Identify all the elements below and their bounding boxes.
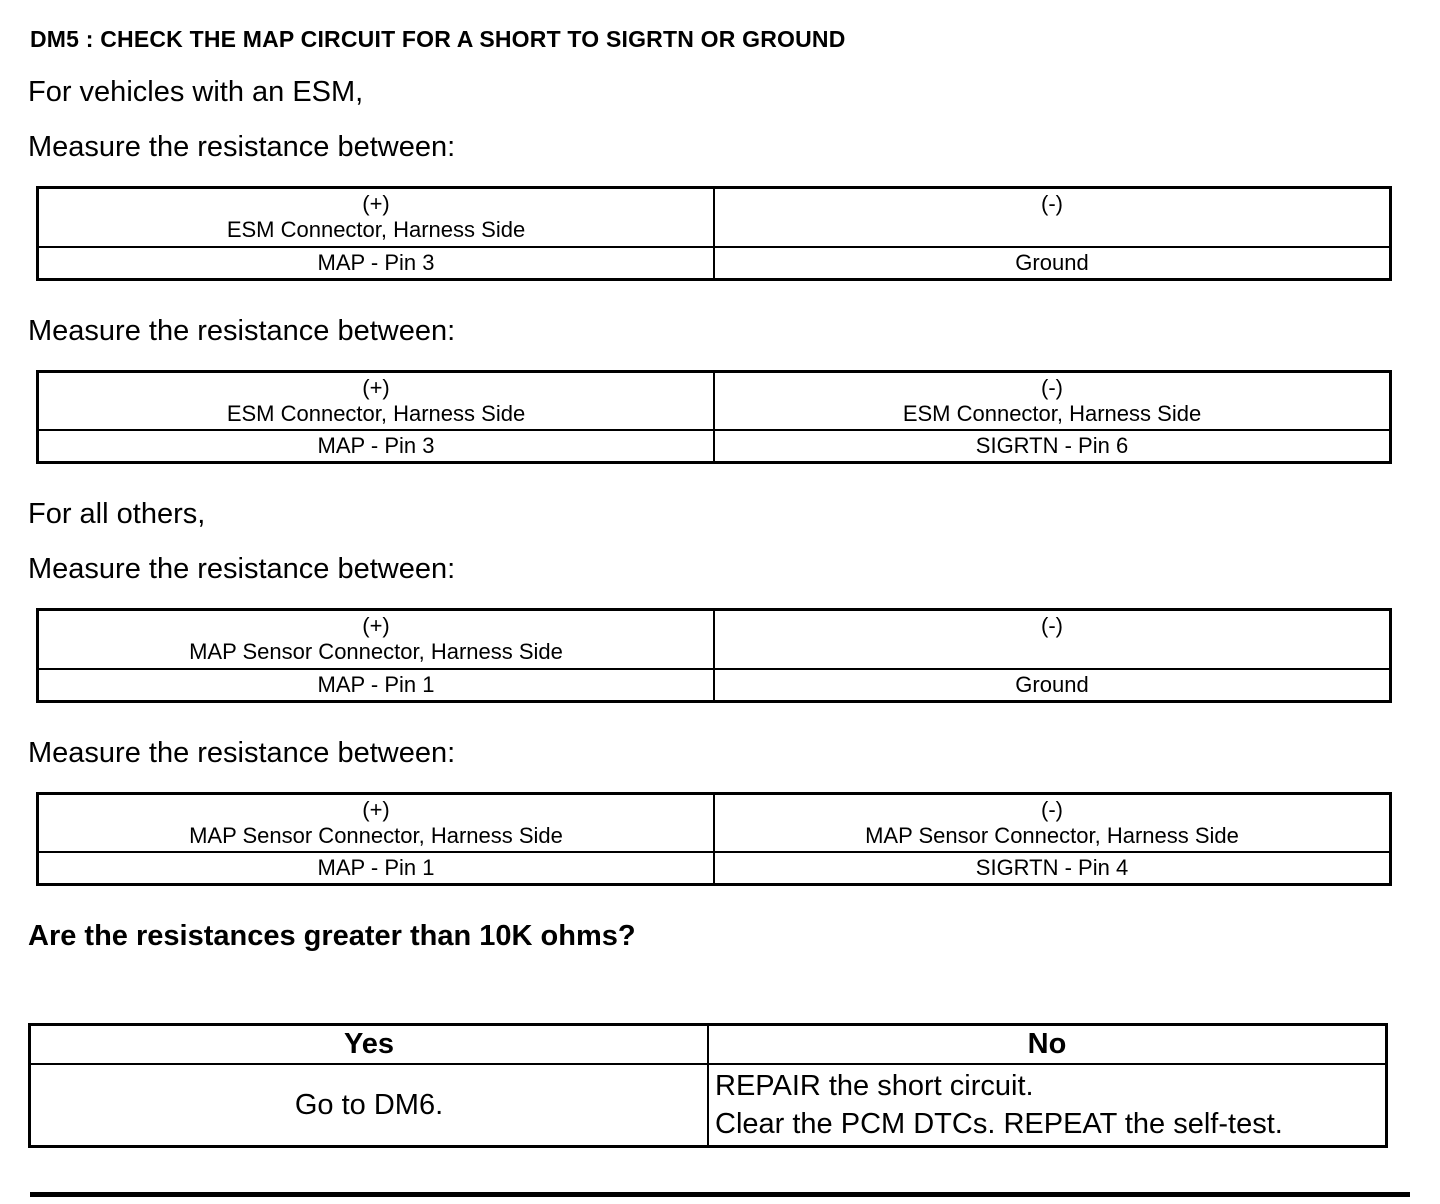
page-title: DM5 : CHECK THE MAP CIRCUIT FOR A SHORT TO SIGRTN OR GROUND bbox=[30, 26, 846, 52]
result-table bbox=[28, 1023, 1388, 1148]
plus-sign-label: (+) bbox=[362, 374, 390, 400]
minus-connector-label: ESM Connector, Harness Side bbox=[902, 400, 1202, 426]
resistance-table-map-sigrtn bbox=[36, 792, 1392, 887]
minus-header-cell bbox=[714, 188, 1391, 247]
plus-sign-label: (+) bbox=[362, 613, 390, 638]
table-header-row bbox=[38, 188, 1391, 247]
plus-header-cell bbox=[38, 188, 715, 247]
minus-sign-label: (-) bbox=[1041, 613, 1063, 638]
result-action-row bbox=[30, 1064, 1387, 1147]
table-header-row bbox=[38, 371, 1391, 430]
section-heading-esm: For vehicles with an ESM, bbox=[28, 76, 364, 108]
measure-instruction: Measure the resistance between: bbox=[28, 314, 456, 347]
minus-header-cell bbox=[714, 371, 1391, 430]
resistance-table-map-ground bbox=[36, 608, 1392, 703]
plus-pin-cell: MAP - Pin 3 bbox=[38, 247, 715, 280]
table-value-row bbox=[38, 669, 1391, 702]
minus-sign-label: (-) bbox=[1041, 374, 1063, 400]
plus-header-cell bbox=[38, 371, 715, 430]
measure-instruction: Measure the resistance between: bbox=[28, 736, 456, 769]
minus-sign-label: (-) bbox=[1041, 796, 1063, 822]
minus-pin-cell: SIGRTN - Pin 6 bbox=[714, 430, 1391, 463]
plus-pin-cell: MAP - Pin 1 bbox=[38, 669, 715, 702]
plus-sign-label: (+) bbox=[362, 796, 390, 822]
yes-header-cell: Yes bbox=[30, 1025, 709, 1065]
minus-sign-label: (-) bbox=[1041, 191, 1063, 216]
resistance-table-esm-sigrtn bbox=[36, 370, 1392, 465]
table-header-row bbox=[38, 610, 1391, 669]
plus-connector-label: ESM Connector, Harness Side bbox=[226, 400, 526, 426]
result-header-row bbox=[30, 1025, 1387, 1065]
section-heading-others: For all others, bbox=[28, 498, 206, 530]
no-header-cell: No bbox=[708, 1025, 1387, 1065]
no-action-cell bbox=[708, 1064, 1387, 1147]
plus-sign-label: (+) bbox=[362, 191, 390, 216]
table-value-row bbox=[38, 430, 1391, 463]
plus-connector-label: ESM Connector, Harness Side bbox=[226, 217, 526, 242]
minus-pin-cell: Ground bbox=[714, 247, 1391, 280]
measure-instruction: Measure the resistance between: bbox=[28, 553, 456, 585]
table-value-row bbox=[38, 852, 1391, 885]
table-header-row bbox=[38, 793, 1391, 852]
minus-connector-label: MAP Sensor Connector, Harness Side bbox=[865, 822, 1239, 848]
plus-connector-label: MAP Sensor Connector, Harness Side bbox=[189, 822, 563, 848]
plus-pin-cell: MAP - Pin 3 bbox=[38, 430, 715, 463]
bottom-divider bbox=[30, 1192, 1410, 1197]
minus-header-cell bbox=[714, 793, 1391, 852]
plus-pin-cell: MAP - Pin 1 bbox=[38, 852, 715, 885]
no-action-line: Clear the PCM DTCs. REPEAT the self-test. bbox=[715, 1108, 1283, 1140]
plus-header-cell bbox=[38, 610, 715, 669]
question-text: Are the resistances greater than 10K ohms? bbox=[28, 920, 636, 952]
minus-header-cell bbox=[714, 610, 1391, 669]
no-action-line: REPAIR the short circuit. bbox=[715, 1070, 1034, 1102]
table-value-row bbox=[38, 247, 1391, 280]
minus-pin-cell: SIGRTN - Pin 4 bbox=[714, 852, 1391, 885]
resistance-table-esm-ground bbox=[36, 186, 1392, 281]
yes-action-cell: Go to DM6. bbox=[30, 1064, 709, 1147]
plus-header-cell bbox=[38, 793, 715, 852]
plus-connector-label: MAP Sensor Connector, Harness Side bbox=[189, 639, 563, 664]
minus-pin-cell: Ground bbox=[714, 669, 1391, 702]
measure-instruction: Measure the resistance between: bbox=[28, 131, 456, 163]
